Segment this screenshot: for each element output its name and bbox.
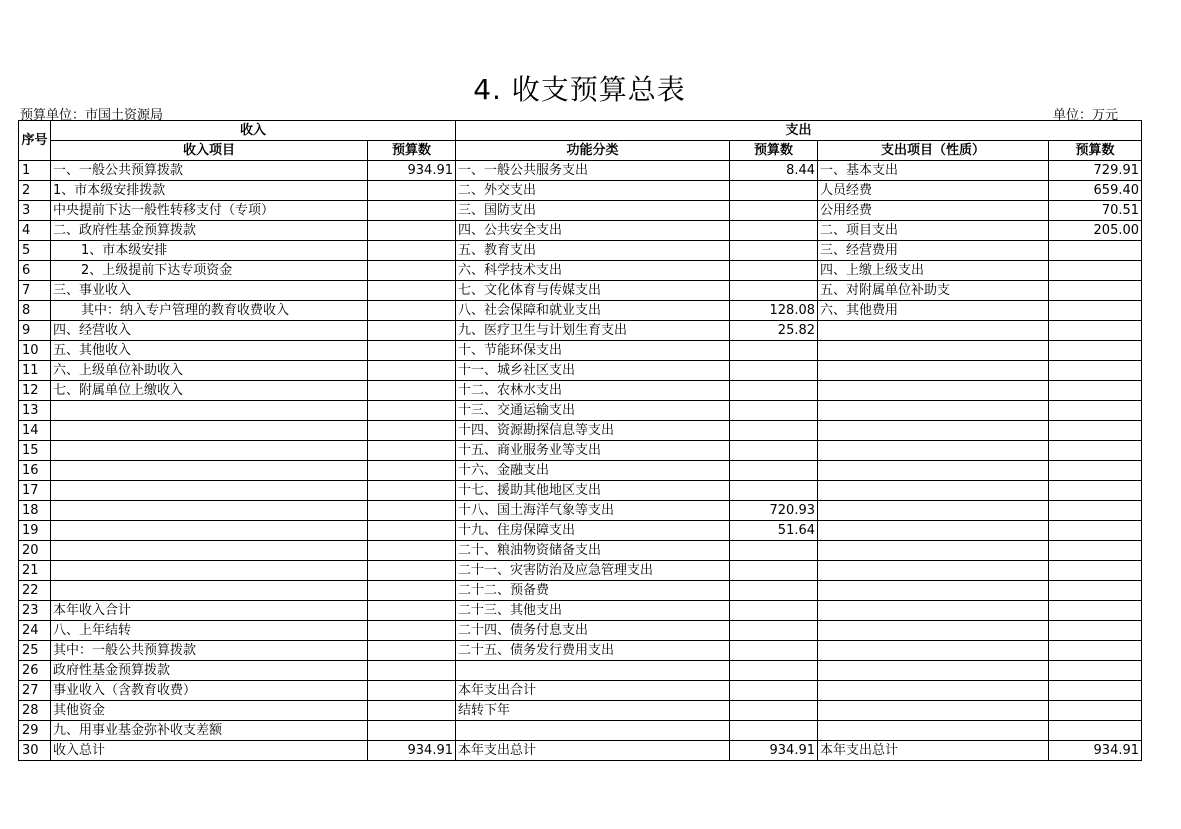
nature-amount-cell: 659.40 bbox=[1049, 181, 1142, 201]
nature-amount-cell bbox=[1049, 441, 1142, 461]
income-amount-cell bbox=[368, 381, 456, 401]
nature-amount-cell bbox=[1049, 241, 1142, 261]
func-amount-cell bbox=[730, 261, 818, 281]
nature-amount-cell bbox=[1049, 281, 1142, 301]
seq-cell: 7 bbox=[19, 281, 51, 301]
nature-item-cell bbox=[818, 621, 1049, 641]
income-item-cell bbox=[51, 441, 368, 461]
income-item-cell: 政府性基金预算拨款 bbox=[51, 661, 368, 681]
table-row bbox=[19, 521, 1142, 541]
income-item-cell: 七、附属单位上缴收入 bbox=[51, 381, 368, 401]
func-amount-cell: 8.44 bbox=[730, 161, 818, 181]
nature-amount-cell: 934.91 bbox=[1049, 741, 1142, 761]
nature-item-cell bbox=[818, 381, 1049, 401]
table-row bbox=[19, 681, 1142, 701]
table-row bbox=[19, 501, 1142, 521]
income-item-cell bbox=[51, 521, 368, 541]
func-amount-cell bbox=[730, 721, 818, 741]
income-item-cell: 收入总计 bbox=[51, 741, 368, 761]
income-amount-cell bbox=[368, 241, 456, 261]
nature-amount-cell bbox=[1049, 461, 1142, 481]
seq-cell: 19 bbox=[19, 521, 51, 541]
income-item-cell: 九、用事业基金弥补收支差额 bbox=[51, 721, 368, 741]
income-item-cell bbox=[51, 401, 368, 421]
income-item-cell: 1、市本级安排拨款 bbox=[51, 181, 368, 201]
income-item-cell: 其他资金 bbox=[51, 701, 368, 721]
table-row bbox=[19, 241, 1142, 261]
nature-item-cell: 四、上缴上级支出 bbox=[818, 261, 1049, 281]
func-amount-cell: 25.82 bbox=[730, 321, 818, 341]
budget-unit-label: 预算单位：市国土资源局 bbox=[20, 108, 164, 123]
nature-item-cell bbox=[818, 341, 1049, 361]
seq-cell: 24 bbox=[19, 621, 51, 641]
func-amount-cell bbox=[730, 401, 818, 421]
income-item-cell: 一、一般公共预算拨款 bbox=[51, 161, 368, 181]
income-item-cell bbox=[51, 461, 368, 481]
seq-cell: 16 bbox=[19, 461, 51, 481]
income-amount-cell bbox=[368, 181, 456, 201]
func-class-cell: 十七、援助其他地区支出 bbox=[456, 481, 730, 501]
table-row bbox=[19, 601, 1142, 621]
income-item-cell: 事业收入（含教育收费） bbox=[51, 681, 368, 701]
header-row-sub bbox=[19, 141, 1142, 161]
table-row bbox=[19, 581, 1142, 601]
func-class-cell: 本年支出总计 bbox=[456, 741, 730, 761]
func-amount-cell bbox=[730, 441, 818, 461]
income-amount-cell bbox=[368, 341, 456, 361]
income-amount-cell bbox=[368, 621, 456, 641]
income-item-cell: 本年收入合计 bbox=[51, 601, 368, 621]
table-body bbox=[19, 161, 1142, 761]
func-amount-cell bbox=[730, 281, 818, 301]
table-row bbox=[19, 461, 1142, 481]
table-row bbox=[19, 621, 1142, 641]
nature-item-cell bbox=[818, 401, 1049, 421]
income-item-cell: 六、上级单位补助收入 bbox=[51, 361, 368, 381]
func-amount-cell bbox=[730, 621, 818, 641]
table-row bbox=[19, 321, 1142, 341]
func-class-cell: 一、一般公共服务支出 bbox=[456, 161, 730, 181]
nature-item-cell: 二、项目支出 bbox=[818, 221, 1049, 241]
nature-item-cell bbox=[818, 541, 1049, 561]
seq-cell: 14 bbox=[19, 421, 51, 441]
seq-cell: 21 bbox=[19, 561, 51, 581]
header-func-amount: 预算数 bbox=[730, 141, 818, 161]
table-row bbox=[19, 421, 1142, 441]
func-amount-cell bbox=[730, 181, 818, 201]
income-amount-cell bbox=[368, 441, 456, 461]
nature-amount-cell bbox=[1049, 541, 1142, 561]
nature-amount-cell bbox=[1049, 301, 1142, 321]
nature-amount-cell bbox=[1049, 661, 1142, 681]
income-amount-cell bbox=[368, 321, 456, 341]
table-row bbox=[19, 161, 1142, 181]
table-row bbox=[19, 201, 1142, 221]
seq-cell: 12 bbox=[19, 381, 51, 401]
seq-cell: 2 bbox=[19, 181, 51, 201]
seq-cell: 18 bbox=[19, 501, 51, 521]
header-nature-item: 支出项目（性质） bbox=[818, 141, 1049, 161]
income-amount-cell bbox=[368, 701, 456, 721]
seq-cell: 1 bbox=[19, 161, 51, 181]
seq-cell: 22 bbox=[19, 581, 51, 601]
table-row bbox=[19, 741, 1142, 761]
func-class-cell bbox=[456, 721, 730, 741]
nature-item-cell: 六、其他费用 bbox=[818, 301, 1049, 321]
table-row bbox=[19, 561, 1142, 581]
income-amount-cell bbox=[368, 361, 456, 381]
nature-amount-cell bbox=[1049, 501, 1142, 521]
func-class-cell: 本年支出合计 bbox=[456, 681, 730, 701]
income-amount-cell bbox=[368, 681, 456, 701]
func-amount-cell bbox=[730, 421, 818, 441]
header-nature-amount: 预算数 bbox=[1049, 141, 1142, 161]
income-amount-cell bbox=[368, 201, 456, 221]
func-amount-cell bbox=[730, 681, 818, 701]
func-class-cell: 二十一、灾害防治及应急管理支出 bbox=[456, 561, 730, 581]
func-class-cell: 十九、住房保障支出 bbox=[456, 521, 730, 541]
budget-summary-table bbox=[18, 120, 1142, 761]
nature-item-cell bbox=[818, 361, 1049, 381]
income-item-cell: 2、上级提前下达专项资金 bbox=[51, 261, 368, 281]
header-income-amount: 预算数 bbox=[368, 141, 456, 161]
seq-cell: 10 bbox=[19, 341, 51, 361]
income-amount-cell bbox=[368, 221, 456, 241]
nature-amount-cell bbox=[1049, 401, 1142, 421]
func-class-cell: 结转下年 bbox=[456, 701, 730, 721]
seq-cell: 11 bbox=[19, 361, 51, 381]
func-amount-cell bbox=[730, 461, 818, 481]
seq-cell: 15 bbox=[19, 441, 51, 461]
seq-cell: 6 bbox=[19, 261, 51, 281]
seq-cell: 13 bbox=[19, 401, 51, 421]
income-item-cell: 1、市本级安排 bbox=[51, 241, 368, 261]
func-class-cell: 十一、城乡社区支出 bbox=[456, 361, 730, 381]
nature-item-cell bbox=[818, 501, 1049, 521]
header-expense: 支出 bbox=[456, 121, 1142, 141]
nature-amount-cell bbox=[1049, 701, 1142, 721]
income-amount-cell bbox=[368, 641, 456, 661]
func-class-cell: 十五、商业服务业等支出 bbox=[456, 441, 730, 461]
income-amount-cell bbox=[368, 721, 456, 741]
func-amount-cell bbox=[730, 381, 818, 401]
income-amount-cell bbox=[368, 261, 456, 281]
func-class-cell: 五、教育支出 bbox=[456, 241, 730, 261]
func-amount-cell bbox=[730, 581, 818, 601]
func-amount-cell bbox=[730, 241, 818, 261]
header-income: 收入 bbox=[51, 121, 456, 141]
page-title: 4. 收支预算总表 bbox=[473, 73, 686, 106]
seq-cell: 30 bbox=[19, 741, 51, 761]
seq-cell: 29 bbox=[19, 721, 51, 741]
func-class-cell: 十、节能环保支出 bbox=[456, 341, 730, 361]
table-row bbox=[19, 381, 1142, 401]
header-seq: 序号 bbox=[19, 121, 51, 161]
seq-cell: 23 bbox=[19, 601, 51, 621]
func-class-cell: 二十三、其他支出 bbox=[456, 601, 730, 621]
income-item-cell: 二、政府性基金预算拨款 bbox=[51, 221, 368, 241]
nature-amount-cell bbox=[1049, 481, 1142, 501]
func-amount-cell bbox=[730, 701, 818, 721]
func-class-cell bbox=[456, 661, 730, 681]
nature-item-cell bbox=[818, 721, 1049, 741]
seq-cell: 25 bbox=[19, 641, 51, 661]
func-class-cell: 二十、粮油物资储备支出 bbox=[456, 541, 730, 561]
nature-item-cell bbox=[818, 321, 1049, 341]
func-class-cell: 十八、国土海洋气象等支出 bbox=[456, 501, 730, 521]
income-amount-cell bbox=[368, 281, 456, 301]
nature-item-cell: 人员经费 bbox=[818, 181, 1049, 201]
nature-amount-cell: 729.91 bbox=[1049, 161, 1142, 181]
nature-item-cell bbox=[818, 481, 1049, 501]
nature-amount-cell bbox=[1049, 681, 1142, 701]
nature-item-cell bbox=[818, 681, 1049, 701]
func-amount-cell bbox=[730, 201, 818, 221]
nature-item-cell bbox=[818, 421, 1049, 441]
table-row bbox=[19, 261, 1142, 281]
income-amount-cell bbox=[368, 481, 456, 501]
seq-cell: 5 bbox=[19, 241, 51, 261]
func-class-cell: 七、文化体育与传媒支出 bbox=[456, 281, 730, 301]
nature-item-cell: 公用经费 bbox=[818, 201, 1049, 221]
seq-cell: 8 bbox=[19, 301, 51, 321]
func-amount-cell bbox=[730, 641, 818, 661]
income-item-cell bbox=[51, 541, 368, 561]
income-item-cell: 其中：纳入专户管理的教育收费收入 bbox=[51, 301, 368, 321]
income-item-cell: 八、上年结转 bbox=[51, 621, 368, 641]
func-class-cell: 九、医疗卫生与计划生育支出 bbox=[456, 321, 730, 341]
nature-item-cell: 三、经营费用 bbox=[818, 241, 1049, 261]
table-row bbox=[19, 361, 1142, 381]
income-amount-cell bbox=[368, 541, 456, 561]
table-row bbox=[19, 481, 1142, 501]
nature-amount-cell bbox=[1049, 521, 1142, 541]
nature-item-cell: 本年支出总计 bbox=[818, 741, 1049, 761]
nature-amount-cell bbox=[1049, 381, 1142, 401]
table-row bbox=[19, 181, 1142, 201]
nature-amount-cell bbox=[1049, 421, 1142, 441]
income-amount-cell bbox=[368, 501, 456, 521]
header-func-class: 功能分类 bbox=[456, 141, 730, 161]
func-amount-cell bbox=[730, 221, 818, 241]
func-class-cell: 十三、交通运输支出 bbox=[456, 401, 730, 421]
func-class-cell: 二十二、预备费 bbox=[456, 581, 730, 601]
nature-amount-cell bbox=[1049, 261, 1142, 281]
nature-amount-cell bbox=[1049, 721, 1142, 741]
seq-cell: 9 bbox=[19, 321, 51, 341]
table-row bbox=[19, 641, 1142, 661]
table-row bbox=[19, 701, 1142, 721]
func-class-cell: 二十四、债务付息支出 bbox=[456, 621, 730, 641]
seq-cell: 28 bbox=[19, 701, 51, 721]
table-row bbox=[19, 401, 1142, 421]
nature-item-cell bbox=[818, 581, 1049, 601]
func-amount-cell: 934.91 bbox=[730, 741, 818, 761]
func-amount-cell bbox=[730, 541, 818, 561]
seq-cell: 27 bbox=[19, 681, 51, 701]
func-class-cell: 八、社会保障和就业支出 bbox=[456, 301, 730, 321]
func-amount-cell bbox=[730, 341, 818, 361]
nature-item-cell: 五、对附属单位补助支 bbox=[818, 281, 1049, 301]
func-amount-cell bbox=[730, 661, 818, 681]
seq-cell: 20 bbox=[19, 541, 51, 561]
table-row bbox=[19, 301, 1142, 321]
seq-cell: 17 bbox=[19, 481, 51, 501]
func-class-cell: 三、国防支出 bbox=[456, 201, 730, 221]
table-row bbox=[19, 541, 1142, 561]
nature-amount-cell bbox=[1049, 621, 1142, 641]
income-item-cell: 三、事业收入 bbox=[51, 281, 368, 301]
table-row bbox=[19, 721, 1142, 741]
seq-cell: 26 bbox=[19, 661, 51, 681]
income-item-cell: 五、其他收入 bbox=[51, 341, 368, 361]
income-item-cell: 四、经营收入 bbox=[51, 321, 368, 341]
currency-unit-label: 单位：万元 bbox=[1053, 108, 1119, 123]
income-item-cell bbox=[51, 481, 368, 501]
income-item-cell bbox=[51, 581, 368, 601]
income-amount-cell bbox=[368, 661, 456, 681]
nature-amount-cell bbox=[1049, 581, 1142, 601]
func-amount-cell: 720.93 bbox=[730, 501, 818, 521]
nature-amount-cell bbox=[1049, 341, 1142, 361]
func-amount-cell bbox=[730, 481, 818, 501]
func-amount-cell: 128.08 bbox=[730, 301, 818, 321]
nature-amount-cell: 70.51 bbox=[1049, 201, 1142, 221]
income-amount-cell bbox=[368, 581, 456, 601]
table-row bbox=[19, 341, 1142, 361]
nature-amount-cell bbox=[1049, 321, 1142, 341]
seq-cell: 3 bbox=[19, 201, 51, 221]
income-amount-cell bbox=[368, 561, 456, 581]
header-row-top bbox=[19, 121, 1142, 141]
income-amount-cell bbox=[368, 601, 456, 621]
func-class-cell: 六、科学技术支出 bbox=[456, 261, 730, 281]
nature-item-cell bbox=[818, 441, 1049, 461]
seq-cell: 4 bbox=[19, 221, 51, 241]
func-class-cell: 二十五、债务发行费用支出 bbox=[456, 641, 730, 661]
nature-item-cell bbox=[818, 461, 1049, 481]
nature-amount-cell bbox=[1049, 641, 1142, 661]
table-row bbox=[19, 281, 1142, 301]
income-item-cell: 中央提前下达一般性转移支付（专项） bbox=[51, 201, 368, 221]
header-income-item: 收入项目 bbox=[51, 141, 368, 161]
nature-item-cell bbox=[818, 661, 1049, 681]
income-amount-cell bbox=[368, 401, 456, 421]
func-amount-cell bbox=[730, 601, 818, 621]
nature-amount-cell bbox=[1049, 361, 1142, 381]
func-class-cell: 十四、资源勘探信息等支出 bbox=[456, 421, 730, 441]
nature-amount-cell bbox=[1049, 601, 1142, 621]
income-item-cell bbox=[51, 501, 368, 521]
table-row bbox=[19, 661, 1142, 681]
income-item-cell bbox=[51, 561, 368, 581]
nature-item-cell: 一、基本支出 bbox=[818, 161, 1049, 181]
func-class-cell: 二、外交支出 bbox=[456, 181, 730, 201]
income-item-cell bbox=[51, 421, 368, 441]
income-item-cell: 其中：一般公共预算拨款 bbox=[51, 641, 368, 661]
nature-item-cell bbox=[818, 521, 1049, 541]
nature-amount-cell: 205.00 bbox=[1049, 221, 1142, 241]
income-amount-cell: 934.91 bbox=[368, 161, 456, 181]
income-amount-cell bbox=[368, 301, 456, 321]
income-amount-cell: 934.91 bbox=[368, 741, 456, 761]
income-amount-cell bbox=[368, 521, 456, 541]
func-amount-cell bbox=[730, 361, 818, 381]
table-row bbox=[19, 441, 1142, 461]
func-class-cell: 十六、金融支出 bbox=[456, 461, 730, 481]
func-class-cell: 十二、农林水支出 bbox=[456, 381, 730, 401]
func-class-cell: 四、公共安全支出 bbox=[456, 221, 730, 241]
nature-item-cell bbox=[818, 701, 1049, 721]
func-amount-cell: 51.64 bbox=[730, 521, 818, 541]
nature-item-cell bbox=[818, 641, 1049, 661]
table-row bbox=[19, 221, 1142, 241]
nature-item-cell bbox=[818, 601, 1049, 621]
nature-amount-cell bbox=[1049, 561, 1142, 581]
nature-item-cell bbox=[818, 561, 1049, 581]
income-amount-cell bbox=[368, 421, 456, 441]
income-amount-cell bbox=[368, 461, 456, 481]
func-amount-cell bbox=[730, 561, 818, 581]
